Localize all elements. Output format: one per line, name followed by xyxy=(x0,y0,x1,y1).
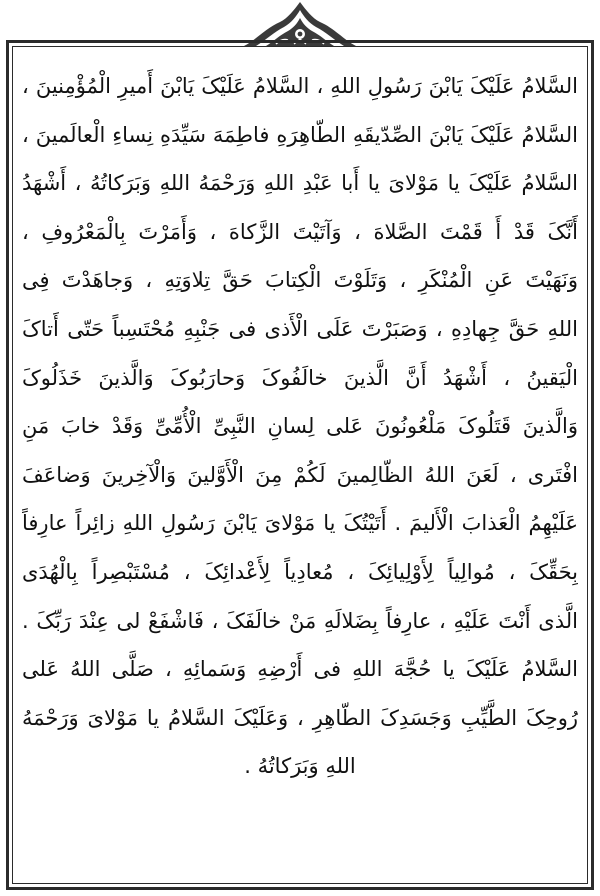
text-line: السَّلامُ عَلَیْکَ یا حُجَّهَ اللهِ فی أَرْضِهِ وَسَمائِهِ ، صَلَّی اللهُ عَلی xyxy=(22,657,578,682)
text-line: وَالَّذینَ قَتَلُوکَ مَلْعُونُونَ عَلی لِسانِ النَّبِیِّ الْأُمِّیِّ وَقَدْ خابَ مَنِ xyxy=(22,414,578,439)
text-line: وَنَهَیْتَ عَنِ الْمُنْکَرِ ، وَتَلَوْتَ الْکِتابَ حَقَّ تِلاوَتِهِ ، وَجاهَدْتَ فِی xyxy=(22,268,578,293)
text-line: افْتَری ، لَعَنَ اللهُ الظّالِمینَ لَکُمْ مِنَ الْأَوَّلینَ وَالْآخِرینَ وَضاعَفَ xyxy=(22,462,578,487)
text-line: السَّلامُ عَلَیْکَ یَابْنَ الصِّدّیقَهِ الطّاهِرَهِ فاطِمَهَ سَیِّدَهِ نِساءِ الْعالَمینَ ، xyxy=(22,122,578,147)
text-line: الْیَقینُ ، أَشْهَدُ أَنَّ الَّذینَ خالَفُوکَ وَحارَبُوکَ وَالَّذینَ خَذَلُوکَ xyxy=(22,365,578,390)
text-line: اللهِ حَقَّ جِهادِهِ ، وَصَبَرْتَ عَلَی الْأَذی فی جَنْبِهِ مُحْتَسِباً حَتّی أَتاکَ xyxy=(22,316,578,341)
prayer-text xyxy=(22,62,578,791)
text-line: الَّذی أَنْتَ عَلَیْهِ ، عارِفاً بِضَلالَهِ مَنْ خالَفَکَ ، فَاشْفَعْ لی عِنْدَ رَبِّکَ . xyxy=(22,608,578,633)
text-line: السَّلامُ عَلَیْکَ یَابْنَ رَسُولِ اللهِ ، السَّلامُ عَلَیْکَ یَابْنَ أَمیرِ الْمُؤْمِنینَ ، xyxy=(22,74,578,98)
text-line: السَّلامُ عَلَیْکَ یا مَوْلایَ یا أَبا عَبْدِ اللهِ وَرَحْمَهُ اللهِ وَبَرَکاتُهُ ، أَشْهَدُ xyxy=(22,171,578,196)
text-line: بِحَقِّکَ ، مُوالِیاً لِأَوْلِیائِکَ ، مُعادِیاً لِأَعْدائِکَ ، مُسْتَبْصِراً بِالْهُدَی xyxy=(22,559,578,584)
text-line: عَلَیْهِمُ الْعَذابَ الْأَلیمَ . أَتَیْتُکَ یا مَوْلایَ یَابْنَ رَسُولِ اللهِ زائِراً عارِفاً xyxy=(22,511,578,536)
text-line: أَنَّکَ قَدْ أَ قَمْتَ الصَّلاهَ ، وَآتَیْتَ الزَّکاهَ ، وَأَمَرْتَ بِالْمَعْرُوفِ ، xyxy=(22,219,578,244)
text-line: رُوحِکَ الطَّیِّبِ وَجَسَدِکَ الطّاهِرِ ، وَعَلَیْکَ السَّلامُ یا مَوْلایَ وَرَحْمَهُ xyxy=(22,705,578,730)
text-line-closing: اللهِ وَبَرَکاتُهُ . xyxy=(244,754,356,779)
